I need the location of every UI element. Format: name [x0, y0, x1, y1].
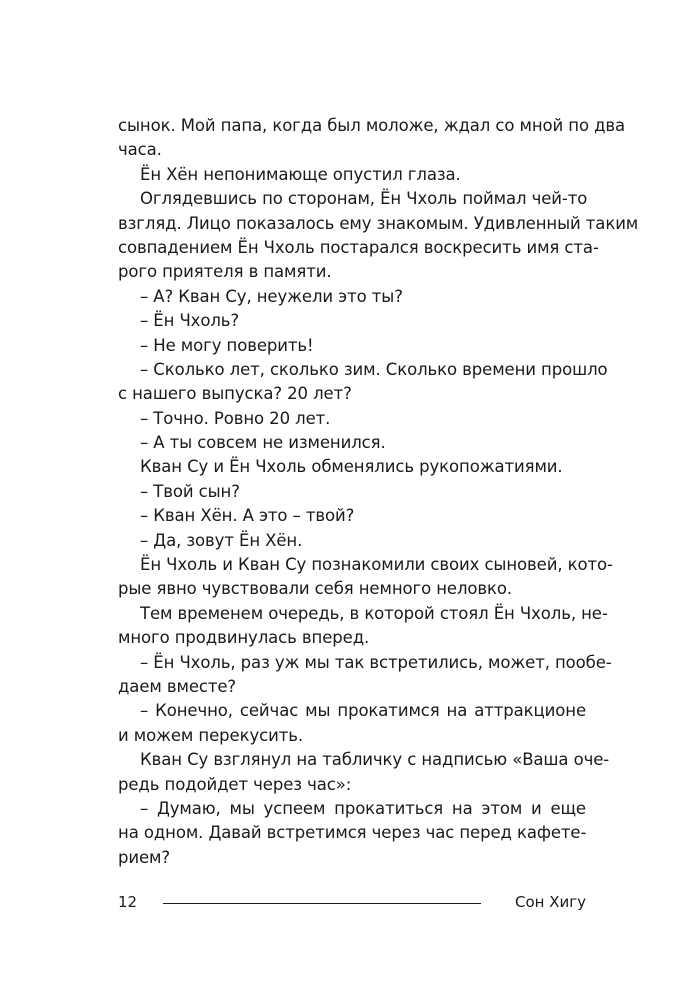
text-line: Кван Су и Ён Чхоль обменялись рукопожатиями.: [140, 457, 563, 477]
text-line: часа.: [118, 140, 162, 160]
text-line: – Думаю, мы успеем прокатиться на этом и еще: [140, 798, 586, 818]
text-line: – Ён Чхоль?: [140, 311, 240, 331]
text-line: – Твой сын?: [140, 481, 240, 501]
text-line: Ён Хён непонимающе опустил глаза.: [140, 164, 461, 184]
footer-divider: [163, 903, 481, 904]
text-line: рые явно чувствовали себя немного неловко.: [118, 579, 513, 599]
text-line: – Кван Хён. А это – твой?: [140, 506, 355, 526]
text-line: взгляд. Лицо показалось ему знакомым. Удивленный таким: [118, 213, 639, 233]
text-line: Тем временем очередь, в которой стоял Ён Чхоль, не-: [140, 603, 608, 623]
page-body: [118, 114, 639, 870]
text-line: – Да, зовут Ён Хён.: [140, 530, 303, 550]
text-line: даем вместе?: [118, 676, 237, 696]
text-line: – Не могу поверить!: [140, 335, 314, 355]
text-line: на одном. Давай встретимся через час перед кафете-: [118, 823, 587, 843]
text-line: сынок. Мой папа, когда был моложе, ждал со мной по два: [118, 116, 626, 135]
text-line: – Ён Чхоль, раз уж мы так встретились, может, пообе-: [140, 652, 612, 672]
text-line: много продвинулась вперед.: [118, 628, 370, 648]
running-author: Сон Хигу: [514, 893, 586, 911]
text-line: и можем перекусить.: [118, 725, 303, 745]
text-line: рого приятеля в памяти.: [118, 262, 332, 282]
text-line: рием?: [118, 847, 171, 867]
text-line: Ён Чхоль и Кван Су познакомили своих сыновей, кото-: [140, 555, 613, 575]
text-line: – Точно. Ровно 20 лет.: [140, 408, 331, 428]
text-line: – А ты совсем не изменился.: [140, 433, 386, 453]
text-line: – А? Кван Су, неужели это ты?: [140, 286, 403, 306]
text-line: – Конечно, сейчас мы прокатимся на аттракционе: [140, 701, 586, 721]
text-line: редь подойдет через час»:: [118, 774, 352, 794]
text-line: совпадением Ён Чхоль постарался воскресить имя ста-: [118, 237, 599, 257]
text-line: Оглядевшись по сторонам, Ён Чхоль поймал чей-то: [140, 189, 588, 209]
page-number: 12: [118, 893, 138, 911]
page-footer: [118, 891, 586, 913]
text-line: с нашего выпуска? 20 лет?: [118, 384, 352, 404]
text-line: – Сколько лет, сколько зим. Сколько времени прошло: [140, 359, 608, 379]
text-line: Кван Су взглянул на табличку с надписью «Ваша оче-: [140, 750, 610, 770]
